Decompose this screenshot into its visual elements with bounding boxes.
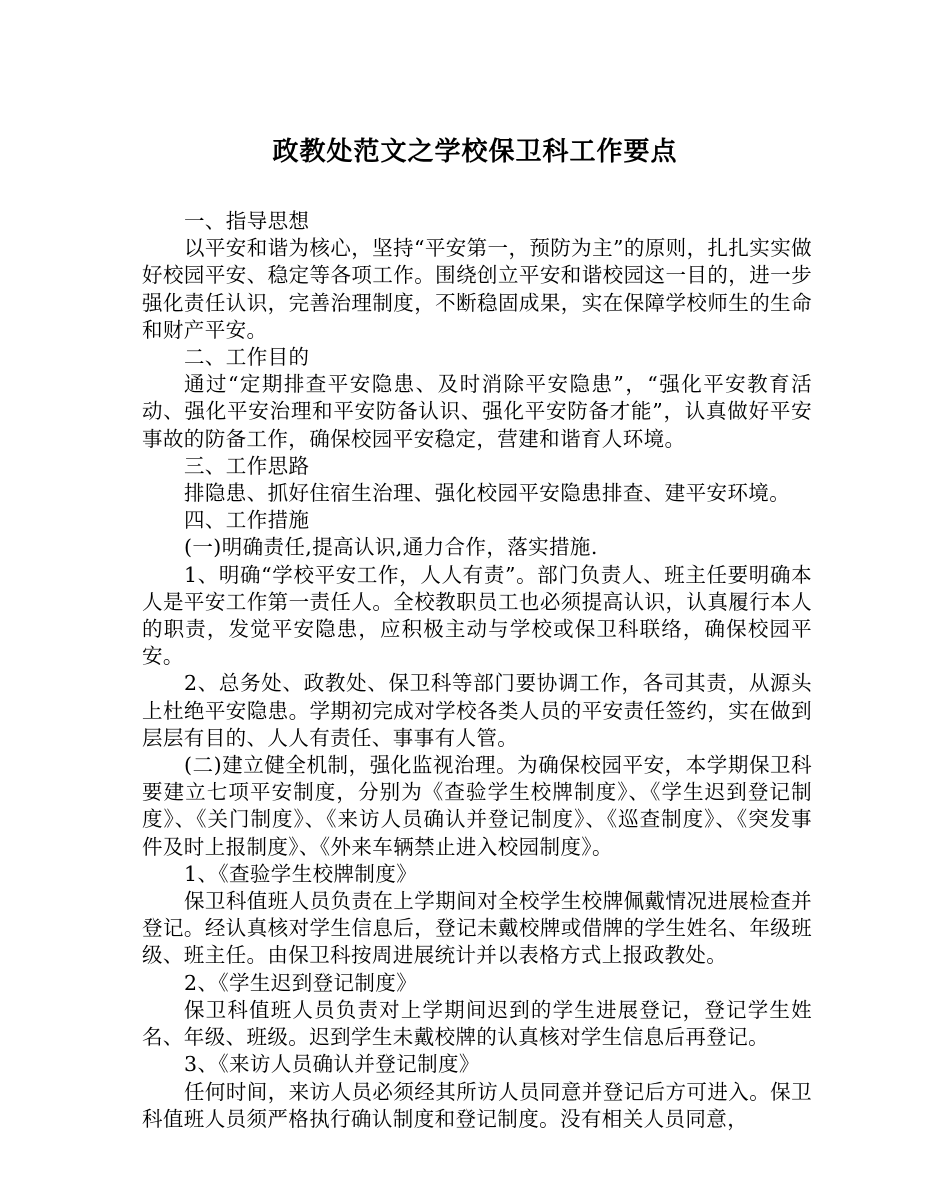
paragraph-late-registration: 保卫科值班人员负责对上学期间迟到的学生进展登记，登记学生姓名、年级、班级。迟到学生未戴校牌的认真核对学生信息后再登记。 <box>142 997 812 1050</box>
subheading-late-registration: 2、《学生迟到登记制度》 <box>184 970 418 995</box>
subheading-clarify-responsibility: (一)明确责任,提高认识,通力合作，落实措施. <box>184 535 598 560</box>
paragraph-work-goal: 通过“定期排查平安隐患、及时消除平安隐患”，“强化平安教育活动、强化平安治理和平安防备认识、强化平安防备才能”，认真做好平安事故的防备工作，确保校园平安稳定，营建和谐育人环境。 <box>142 372 812 451</box>
paragraph-work-approach: 排隐患、抓好住宿生治理、强化校园平安隐患排查、建平安环境。 <box>184 481 791 506</box>
paragraph-item-2: 2、总务处、政教处、保卫科等部门要协调工作，各司其责，从源头上杜绝平安隐患。学期初完成对学校各类人员的平安责任签约，实在做到层层有目的、人人有责任、事事有人管。 <box>142 671 812 750</box>
paragraph-guiding-thought: 以平安和谐为核心，坚持“平安第一，预防为主”的原则，扎扎实实做好校园平安、稳定等各项工作。围绕创立平安和谐校园这一目的，进一步强化责任认识，完善治理制度，不断稳固成果，实在保障学校师生的生命和财产平安。 <box>142 236 812 342</box>
section-heading-work-goal: 二、工作目的 <box>184 345 310 370</box>
paragraph-visitor-registration: 任何时间，来访人员必须经其所访人员同意并登记后方可进入。保卫科值班人员须严格执行确认制度和登记制度。没有相关人员同意， <box>142 1079 812 1131</box>
subheading-visitor-registration: 3、《来访人员确认并登记制度》 <box>184 1052 480 1077</box>
document-title: 政教处范文之学校保卫科工作要点 <box>272 137 678 167</box>
paragraph-badge-check: 保卫科值班人员负责在上学期间对全校学生校牌佩戴情况进展检查并登记。经认真核对学生信息后，登记未戴校牌或借牌的学生姓名、年级班级、班主任。由保卫科按周进展统计并以表格方式上报政教处。 <box>142 889 812 968</box>
section-heading-work-measures: 四、工作措施 <box>184 508 310 533</box>
section-heading-work-approach: 三、工作思路 <box>184 453 310 478</box>
subheading-badge-check: 1、《查验学生校牌制度》 <box>184 861 418 886</box>
section-heading-guiding-thought: 一、指导思想 <box>184 209 310 233</box>
document-body <box>142 208 812 1133</box>
paragraph-establish-mechanism: (二)建立健全机制，强化监视治理。为确保校园平安，本学期保卫科要建立七项平安制度，分别为《查验学生校牌制度》、《学生迟到登记制度》、《关门制度》、《来访人员确认并登记制度》、《巡查制度》、《突发事件及时上报制度》、《外来车辆禁止进入校园制度》。 <box>142 753 812 859</box>
paragraph-item-1: 1、明确“学校平安工作，人人有责”。部门负责人、班主任要明确本人是平安工作第一责任人。全校教职员工也必须提高认识，认真履行本人的职责，发觉平安隐患，应积极主动与学校或保卫科联络，确保校园平安。 <box>142 562 812 669</box>
